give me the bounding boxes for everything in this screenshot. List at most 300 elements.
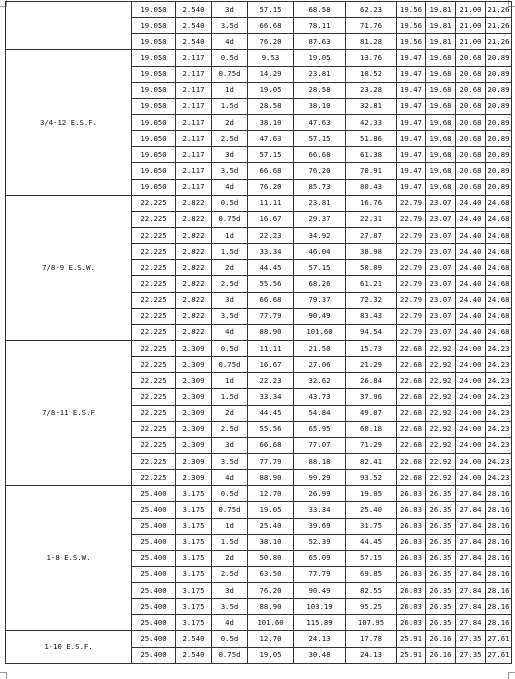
table-cell: 38.98 — [346, 244, 397, 260]
table-cell: 19.050 — [132, 66, 176, 82]
table-cell: 54.84 — [294, 405, 346, 421]
table-cell: 37.96 — [346, 389, 397, 405]
table-cell: 3.5d — [212, 308, 248, 324]
table-cell: 22.225 — [132, 195, 176, 211]
table-cell: 24.68 — [486, 227, 512, 243]
table-cell: 26.16 — [426, 647, 456, 663]
table-cell: 26.03 — [397, 615, 426, 631]
table-cell: 17.78 — [346, 631, 397, 647]
crop-mark-bottom-right — [508, 672, 515, 679]
table-cell: 27.84 — [456, 502, 486, 518]
table-cell: 103.19 — [294, 599, 346, 615]
table-cell: 66.68 — [248, 18, 294, 34]
table-cell: 25.91 — [397, 631, 426, 647]
table-cell: 2.822 — [176, 276, 212, 292]
table-cell: 28.16 — [486, 534, 512, 550]
table-cell: 22.79 — [397, 276, 426, 292]
table-cell: 2.822 — [176, 195, 212, 211]
table-cell: 19.68 — [426, 131, 456, 147]
table-cell: 2.309 — [176, 437, 212, 453]
table-cell: 57.15 — [294, 131, 346, 147]
table-cell: 27.35 — [456, 647, 486, 663]
table-cell: 93.52 — [346, 470, 397, 486]
table-cell: 77.79 — [248, 453, 294, 469]
table-cell: 2.117 — [176, 131, 212, 147]
table-cell: 85.73 — [294, 179, 346, 195]
table-cell: 22.225 — [132, 244, 176, 260]
table-cell: 23.07 — [426, 324, 456, 340]
table-cell: 22.92 — [426, 453, 456, 469]
table-cell: 27.84 — [456, 550, 486, 566]
table-cell: 1.5d — [212, 98, 248, 114]
table-cell: 19.68 — [426, 66, 456, 82]
table-cell: 65.09 — [294, 550, 346, 566]
table-cell: 22.92 — [426, 340, 456, 356]
table-cell: 83.43 — [346, 308, 397, 324]
table-cell: 22.68 — [397, 357, 426, 373]
table-cell: 2.540 — [176, 18, 212, 34]
table-cell: 25.400 — [132, 599, 176, 615]
table-cell: 22.225 — [132, 470, 176, 486]
table-cell: 81.28 — [346, 34, 397, 50]
table-cell: 25.40 — [248, 518, 294, 534]
table-cell: 80.43 — [346, 179, 397, 195]
table-cell: 24.23 — [486, 470, 512, 486]
table-cell: 20.89 — [486, 131, 512, 147]
table-cell: 22.79 — [397, 195, 426, 211]
table-cell: 20.89 — [486, 163, 512, 179]
table-cell: 20.89 — [486, 114, 512, 130]
table-body — [6, 2, 512, 664]
table-cell: 22.225 — [132, 357, 176, 373]
table-cell: 26.03 — [397, 486, 426, 502]
table-cell: 24.40 — [456, 292, 486, 308]
table-cell: 22.79 — [397, 308, 426, 324]
table-cell: 2.117 — [176, 98, 212, 114]
table-cell: 19.47 — [397, 98, 426, 114]
thread-group-label: 7/8-9 E.S.W. — [6, 195, 132, 340]
table-cell: 1d — [212, 373, 248, 389]
table-cell: 2.5d — [212, 421, 248, 437]
table-cell: 24.40 — [456, 211, 486, 227]
table-cell: 2.309 — [176, 373, 212, 389]
table-cell: 2.5d — [212, 276, 248, 292]
table-cell: 2.117 — [176, 114, 212, 130]
table-cell: 20.68 — [456, 114, 486, 130]
table-cell: 2.822 — [176, 324, 212, 340]
table-cell: 22.68 — [397, 421, 426, 437]
crop-mark-bottom-left — [0, 672, 7, 679]
table-cell: 2.117 — [176, 179, 212, 195]
table-cell: 2.540 — [176, 631, 212, 647]
table-cell: 26.03 — [397, 534, 426, 550]
table-cell: 19.050 — [132, 131, 176, 147]
table-cell: 1.5d — [212, 389, 248, 405]
table-cell: 1.5d — [212, 534, 248, 550]
table-cell: 24.00 — [456, 405, 486, 421]
table-row — [6, 195, 512, 211]
table-cell: 19.05 — [248, 82, 294, 98]
table-cell: 0.5d — [212, 486, 248, 502]
table-cell: 19.050 — [132, 98, 176, 114]
table-cell: 26.03 — [397, 583, 426, 599]
table-cell: 21.26 — [486, 2, 512, 18]
table-cell: 90.49 — [294, 583, 346, 599]
table-cell: 79.37 — [294, 292, 346, 308]
table-cell: 25.400 — [132, 534, 176, 550]
table-cell: 22.68 — [397, 405, 426, 421]
table-cell: 22.225 — [132, 276, 176, 292]
table-cell: 63.50 — [248, 566, 294, 582]
table-cell: 2.5d — [212, 566, 248, 582]
table-cell: 28.16 — [486, 502, 512, 518]
table-cell: 20.68 — [456, 66, 486, 82]
table-cell: 61.21 — [346, 276, 397, 292]
table-cell: 66.68 — [294, 147, 346, 163]
table-cell: 25.400 — [132, 583, 176, 599]
table-cell: 24.23 — [486, 421, 512, 437]
table-cell: 19.47 — [397, 163, 426, 179]
table-cell: 24.23 — [486, 340, 512, 356]
table-cell: 0.5d — [212, 50, 248, 66]
table-cell: 47.63 — [248, 131, 294, 147]
table-cell: 50.09 — [346, 260, 397, 276]
table-cell: 33.34 — [248, 244, 294, 260]
table-cell: 19.56 — [397, 18, 426, 34]
table-cell: 3.175 — [176, 486, 212, 502]
table-cell: 68.26 — [294, 276, 346, 292]
table-cell: 61.38 — [346, 147, 397, 163]
table-cell: 2.540 — [176, 2, 212, 18]
table-cell: 19.050 — [132, 18, 176, 34]
table-cell: 24.00 — [456, 389, 486, 405]
table-cell: 55.56 — [248, 421, 294, 437]
table-cell: 28.58 — [248, 98, 294, 114]
table-cell: 65.95 — [294, 421, 346, 437]
table-cell: 78.11 — [294, 18, 346, 34]
table-cell: 57.15 — [248, 2, 294, 18]
table-cell: 25.400 — [132, 631, 176, 647]
table-cell: 44.45 — [248, 260, 294, 276]
table-cell: 22.92 — [426, 470, 456, 486]
thread-dimension-sheet — [5, 1, 511, 664]
table-cell: 26.35 — [426, 534, 456, 550]
table-cell: 26.03 — [397, 566, 426, 582]
table-cell: 23.07 — [426, 292, 456, 308]
table-cell: 39.69 — [294, 518, 346, 534]
table-cell: 24.68 — [486, 276, 512, 292]
table-cell: 0.75d — [212, 66, 248, 82]
table-cell: 42.33 — [346, 114, 397, 130]
table-cell: 3.175 — [176, 518, 212, 534]
table-cell: 3.175 — [176, 534, 212, 550]
table-cell: 3.175 — [176, 502, 212, 518]
table-cell: 22.225 — [132, 421, 176, 437]
table-cell: 19.81 — [426, 2, 456, 18]
table-cell: 22.79 — [397, 227, 426, 243]
table-row — [6, 340, 512, 356]
table-cell: 20.68 — [456, 163, 486, 179]
table-cell: 26.35 — [426, 550, 456, 566]
table-cell: 66.68 — [248, 437, 294, 453]
table-cell: 62.23 — [346, 2, 397, 18]
table-cell: 19.05 — [248, 647, 294, 663]
table-cell: 95.25 — [346, 599, 397, 615]
table-cell: 28.16 — [486, 615, 512, 631]
table-cell: 60.18 — [346, 421, 397, 437]
table-cell: 19.47 — [397, 114, 426, 130]
table-cell: 22.92 — [426, 389, 456, 405]
table-cell: 26.16 — [426, 631, 456, 647]
table-cell: 22.23 — [248, 373, 294, 389]
table-cell: 24.23 — [486, 453, 512, 469]
table-cell: 19.56 — [397, 2, 426, 18]
table-cell: 21.00 — [456, 34, 486, 50]
table-cell: 2.117 — [176, 163, 212, 179]
table-cell: 66.68 — [248, 292, 294, 308]
table-cell: 19.47 — [397, 82, 426, 98]
table-cell: 23.07 — [426, 211, 456, 227]
table-cell: 19.56 — [397, 34, 426, 50]
table-cell: 76.20 — [248, 34, 294, 50]
table-cell: 25.91 — [397, 647, 426, 663]
table-cell: 28.16 — [486, 550, 512, 566]
table-cell: 27.84 — [456, 583, 486, 599]
table-cell: 0.5d — [212, 340, 248, 356]
table-cell: 4d — [212, 34, 248, 50]
table-cell: 24.13 — [294, 631, 346, 647]
table-cell: 2.540 — [176, 647, 212, 663]
table-cell: 21.50 — [294, 340, 346, 356]
table-cell: 2.822 — [176, 244, 212, 260]
table-cell: 26.03 — [397, 518, 426, 534]
table-cell: 88.90 — [248, 324, 294, 340]
table-cell: 24.40 — [456, 260, 486, 276]
table-cell: 0.5d — [212, 631, 248, 647]
table-cell: 22.225 — [132, 211, 176, 227]
table-cell: 27.61 — [486, 647, 512, 663]
table-cell: 16.76 — [346, 195, 397, 211]
table-cell: 2.309 — [176, 453, 212, 469]
table-cell: 77.79 — [294, 566, 346, 582]
table-cell: 76.20 — [294, 163, 346, 179]
table-row — [6, 2, 512, 18]
table-cell: 69.85 — [346, 566, 397, 582]
table-cell: 19.05 — [346, 486, 397, 502]
table-cell: 1.5d — [212, 244, 248, 260]
table-cell: 22.92 — [426, 405, 456, 421]
table-cell: 26.35 — [426, 615, 456, 631]
table-cell: 2.822 — [176, 211, 212, 227]
table-cell: 44.45 — [346, 534, 397, 550]
table-cell: 13.76 — [346, 50, 397, 66]
table-cell: 26.03 — [397, 599, 426, 615]
table-cell: 28.16 — [486, 583, 512, 599]
table-cell: 2.117 — [176, 147, 212, 163]
table-cell: 26.35 — [426, 502, 456, 518]
table-cell: 76.20 — [248, 583, 294, 599]
table-cell: 23.07 — [426, 227, 456, 243]
table-cell: 3.5d — [212, 163, 248, 179]
table-cell: 32.81 — [346, 98, 397, 114]
table-cell: 23.28 — [346, 82, 397, 98]
table-row — [6, 486, 512, 502]
table-cell: 24.00 — [456, 470, 486, 486]
table-cell: 1d — [212, 82, 248, 98]
table-cell: 2d — [212, 114, 248, 130]
table-cell: 23.07 — [426, 308, 456, 324]
table-cell: 18.52 — [346, 66, 397, 82]
thread-group-label: 7/8-11 E.S.F — [6, 340, 132, 485]
table-cell: 3d — [212, 583, 248, 599]
table-cell: 24.40 — [456, 244, 486, 260]
table-cell: 12.70 — [248, 486, 294, 502]
table-cell: 21.00 — [456, 18, 486, 34]
table-cell: 24.68 — [486, 308, 512, 324]
table-cell: 22.23 — [248, 227, 294, 243]
table-cell: 38.10 — [248, 534, 294, 550]
table-cell: 25.400 — [132, 550, 176, 566]
table-cell: 9.53 — [248, 50, 294, 66]
table-cell: 24.40 — [456, 195, 486, 211]
table-cell: 21.26 — [486, 34, 512, 50]
table-cell: 24.40 — [456, 308, 486, 324]
table-cell: 3.175 — [176, 566, 212, 582]
table-cell: 25.400 — [132, 647, 176, 663]
table-cell: 76.20 — [248, 179, 294, 195]
table-cell: 27.35 — [456, 631, 486, 647]
table-cell: 32.62 — [294, 373, 346, 389]
table-cell: 24.68 — [486, 324, 512, 340]
table-cell: 26.35 — [426, 566, 456, 582]
table-cell: 14.29 — [248, 66, 294, 82]
table-cell: 3d — [212, 437, 248, 453]
table-cell: 20.89 — [486, 50, 512, 66]
table-cell: 19.050 — [132, 50, 176, 66]
table-cell: 2d — [212, 550, 248, 566]
table-cell: 68.58 — [294, 2, 346, 18]
table-cell: 55.56 — [248, 276, 294, 292]
table-cell: 94.54 — [346, 324, 397, 340]
thread-dimension-table — [5, 1, 512, 664]
table-cell: 25.400 — [132, 566, 176, 582]
table-cell: 25.400 — [132, 518, 176, 534]
table-cell: 25.40 — [346, 502, 397, 518]
table-cell: 4d — [212, 470, 248, 486]
table-cell: 28.58 — [294, 82, 346, 98]
table-cell: 70.91 — [346, 163, 397, 179]
table-cell: 19.81 — [426, 18, 456, 34]
table-cell: 23.07 — [426, 276, 456, 292]
table-cell: 24.13 — [346, 647, 397, 663]
table-cell: 71.76 — [346, 18, 397, 34]
table-cell: 2.309 — [176, 405, 212, 421]
table-cell: 27.84 — [456, 518, 486, 534]
table-cell: 43.73 — [294, 389, 346, 405]
table-cell: 19.68 — [426, 114, 456, 130]
table-cell: 115.89 — [294, 615, 346, 631]
table-cell: 22.225 — [132, 340, 176, 356]
table-cell: 2.540 — [176, 34, 212, 50]
table-cell: 0.75d — [212, 211, 248, 227]
table-cell: 20.89 — [486, 179, 512, 195]
table-cell: 11.11 — [248, 340, 294, 356]
table-cell: 1d — [212, 518, 248, 534]
table-cell: 2.309 — [176, 340, 212, 356]
table-cell: 27.84 — [456, 599, 486, 615]
table-cell: 22.225 — [132, 389, 176, 405]
table-cell: 2.309 — [176, 421, 212, 437]
table-cell: 28.16 — [486, 599, 512, 615]
table-cell: 2.822 — [176, 292, 212, 308]
table-cell: 22.68 — [397, 453, 426, 469]
table-cell: 19.050 — [132, 163, 176, 179]
table-cell: 22.225 — [132, 292, 176, 308]
table-cell: 23.81 — [294, 66, 346, 82]
table-cell: 3.175 — [176, 599, 212, 615]
table-cell: 20.89 — [486, 82, 512, 98]
table-cell: 3.175 — [176, 583, 212, 599]
table-cell: 22.68 — [397, 340, 426, 356]
table-cell: 0.5d — [212, 195, 248, 211]
table-cell: 23.07 — [426, 244, 456, 260]
table-cell: 19.47 — [397, 66, 426, 82]
table-row — [6, 50, 512, 66]
table-cell: 19.050 — [132, 179, 176, 195]
table-cell: 22.68 — [397, 437, 426, 453]
table-cell: 2.309 — [176, 357, 212, 373]
table-cell: 3d — [212, 292, 248, 308]
table-cell: 22.225 — [132, 260, 176, 276]
table-cell: 44.45 — [248, 405, 294, 421]
table-cell: 26.03 — [397, 550, 426, 566]
table-cell: 19.68 — [426, 98, 456, 114]
table-cell: 19.05 — [294, 50, 346, 66]
table-cell: 22.68 — [397, 389, 426, 405]
table-cell: 90.49 — [294, 308, 346, 324]
table-cell: 21.29 — [346, 357, 397, 373]
table-cell: 24.00 — [456, 340, 486, 356]
table-cell: 27.84 — [456, 534, 486, 550]
table-cell: 0.75d — [212, 502, 248, 518]
table-cell: 20.68 — [456, 131, 486, 147]
table-cell: 22.225 — [132, 453, 176, 469]
table-cell: 29.37 — [294, 211, 346, 227]
table-cell: 88.90 — [248, 470, 294, 486]
table-cell: 47.63 — [294, 114, 346, 130]
table-cell: 24.23 — [486, 437, 512, 453]
table-cell: 22.79 — [397, 292, 426, 308]
table-cell: 23.07 — [426, 260, 456, 276]
table-cell: 20.89 — [486, 66, 512, 82]
table-cell: 19.68 — [426, 179, 456, 195]
table-cell: 22.225 — [132, 437, 176, 453]
table-cell: 26.84 — [346, 373, 397, 389]
table-cell: 19.050 — [132, 82, 176, 98]
table-cell: 19.47 — [397, 131, 426, 147]
table-cell: 19.05 — [248, 502, 294, 518]
table-cell: 19.050 — [132, 2, 176, 18]
table-cell: 57.15 — [248, 147, 294, 163]
table-cell: 4d — [212, 324, 248, 340]
table-cell: 2.117 — [176, 66, 212, 82]
table-cell: 24.68 — [486, 195, 512, 211]
table-cell: 19.81 — [426, 34, 456, 50]
table-cell: 27.84 — [456, 486, 486, 502]
table-cell: 2.117 — [176, 82, 212, 98]
table-cell: 38.10 — [248, 114, 294, 130]
table-cell: 22.79 — [397, 244, 426, 260]
